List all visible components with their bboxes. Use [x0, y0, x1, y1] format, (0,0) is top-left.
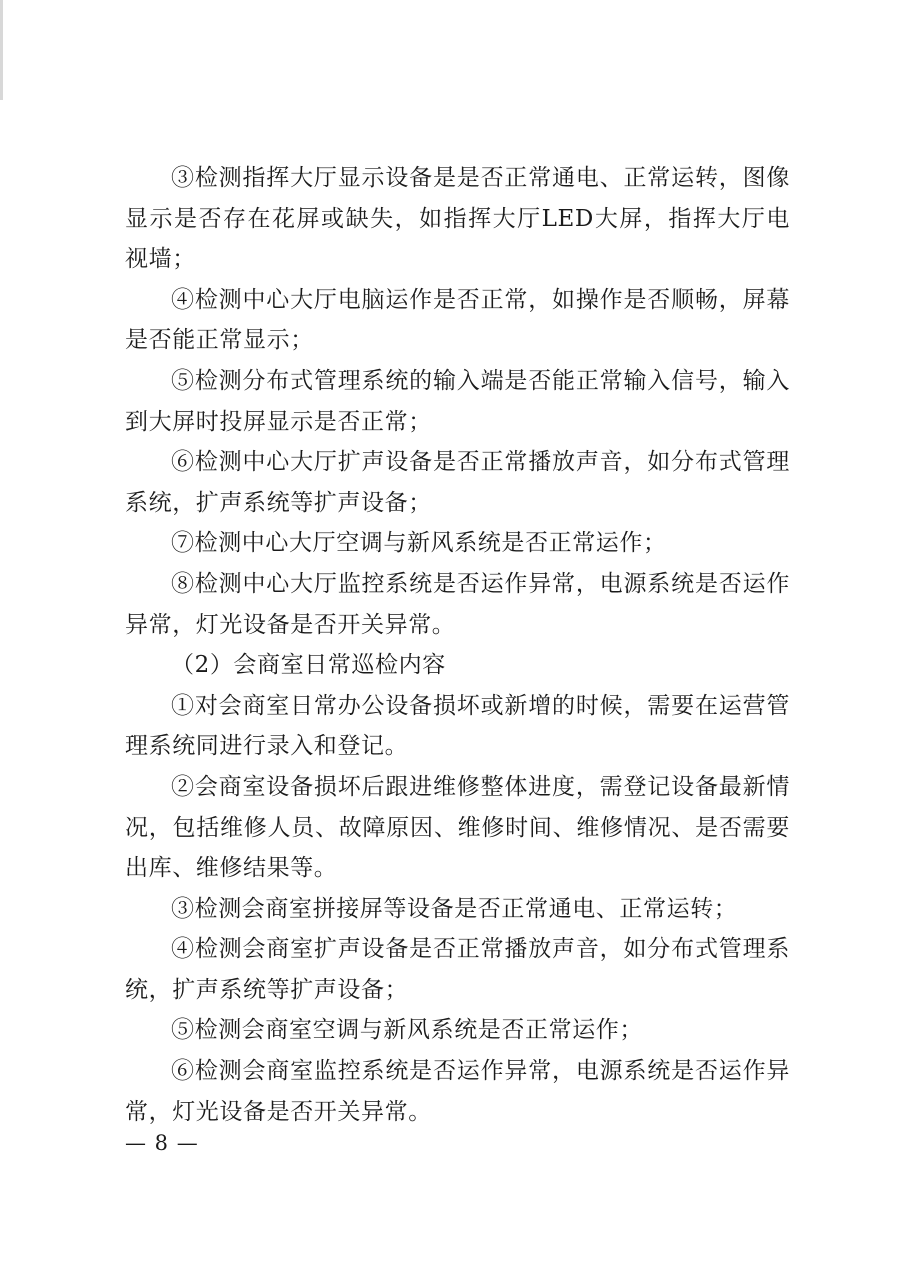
paragraph-item-6-audio-devices: ⑥检测中心大厅扩声设备是否正常播放声音，如分布式管理系统，扩声系统等扩声设备； [125, 449, 790, 516]
paragraph-item-5-distributed-system: ⑤检测分布式管理系统的输入端是否能正常输入信号，输入到大屏时投屏显示是否正常； [125, 367, 790, 435]
section-paragraph-item-2: ②会商室设备损坏后跟进维修整体进度，需登记设备最新情况，包括维修人员、故障原因、维修时间、维修情况、是否需要出库、维修结果等。 [125, 773, 790, 882]
paragraph-item-8-monitoring: ⑧检测中心大厅监控系统是否运作异常，电源系统是否运作异常，灯光设备是否开关异常。 [125, 570, 790, 638]
paragraph-item-7-hvac: ⑦检测中心大厅空调与新风系统是否正常运作； [171, 530, 667, 557]
section-heading: （2）会商室日常巡检内容 [171, 652, 446, 679]
document-body [125, 158, 790, 1132]
section-paragraph-item-3: ③检测会商室拼接屏等设备是否正常通电、正常运转； [171, 895, 738, 922]
page-number: — 8 — [125, 1131, 199, 1155]
scan-edge-shadow [0, 0, 3, 100]
section-paragraph-item-5: ⑤检测会商室空调与新风系统是否正常运作； [171, 1017, 643, 1044]
section-paragraph-item-1: ①对会商室日常办公设备损坏或新增的时候，需要在运营管理系统同进行录入和登记。 [125, 692, 790, 760]
paragraph-item-3-display-devices: ③检测指挥大厅显示设备是是否正常通电、正常运转，图像显示是否存在花屏或缺失，如指挥大厅LED大屏，指挥大厅电视墙； [125, 165, 790, 273]
section-paragraph-item-6: ⑥检测会商室监控系统是否运作异常，电源系统是否运作异常，灯光设备是否开关异常。 [125, 1058, 790, 1125]
section-paragraph-item-4: ④检测会商室扩声设备是否正常播放声音，如分布式管理系统，扩声系统等扩声设备； [125, 936, 790, 1003]
paragraph-item-4-computers: ④检测中心大厅电脑运作是否正常，如操作是否顺畅，屏幕是否能正常显示； [125, 286, 790, 354]
